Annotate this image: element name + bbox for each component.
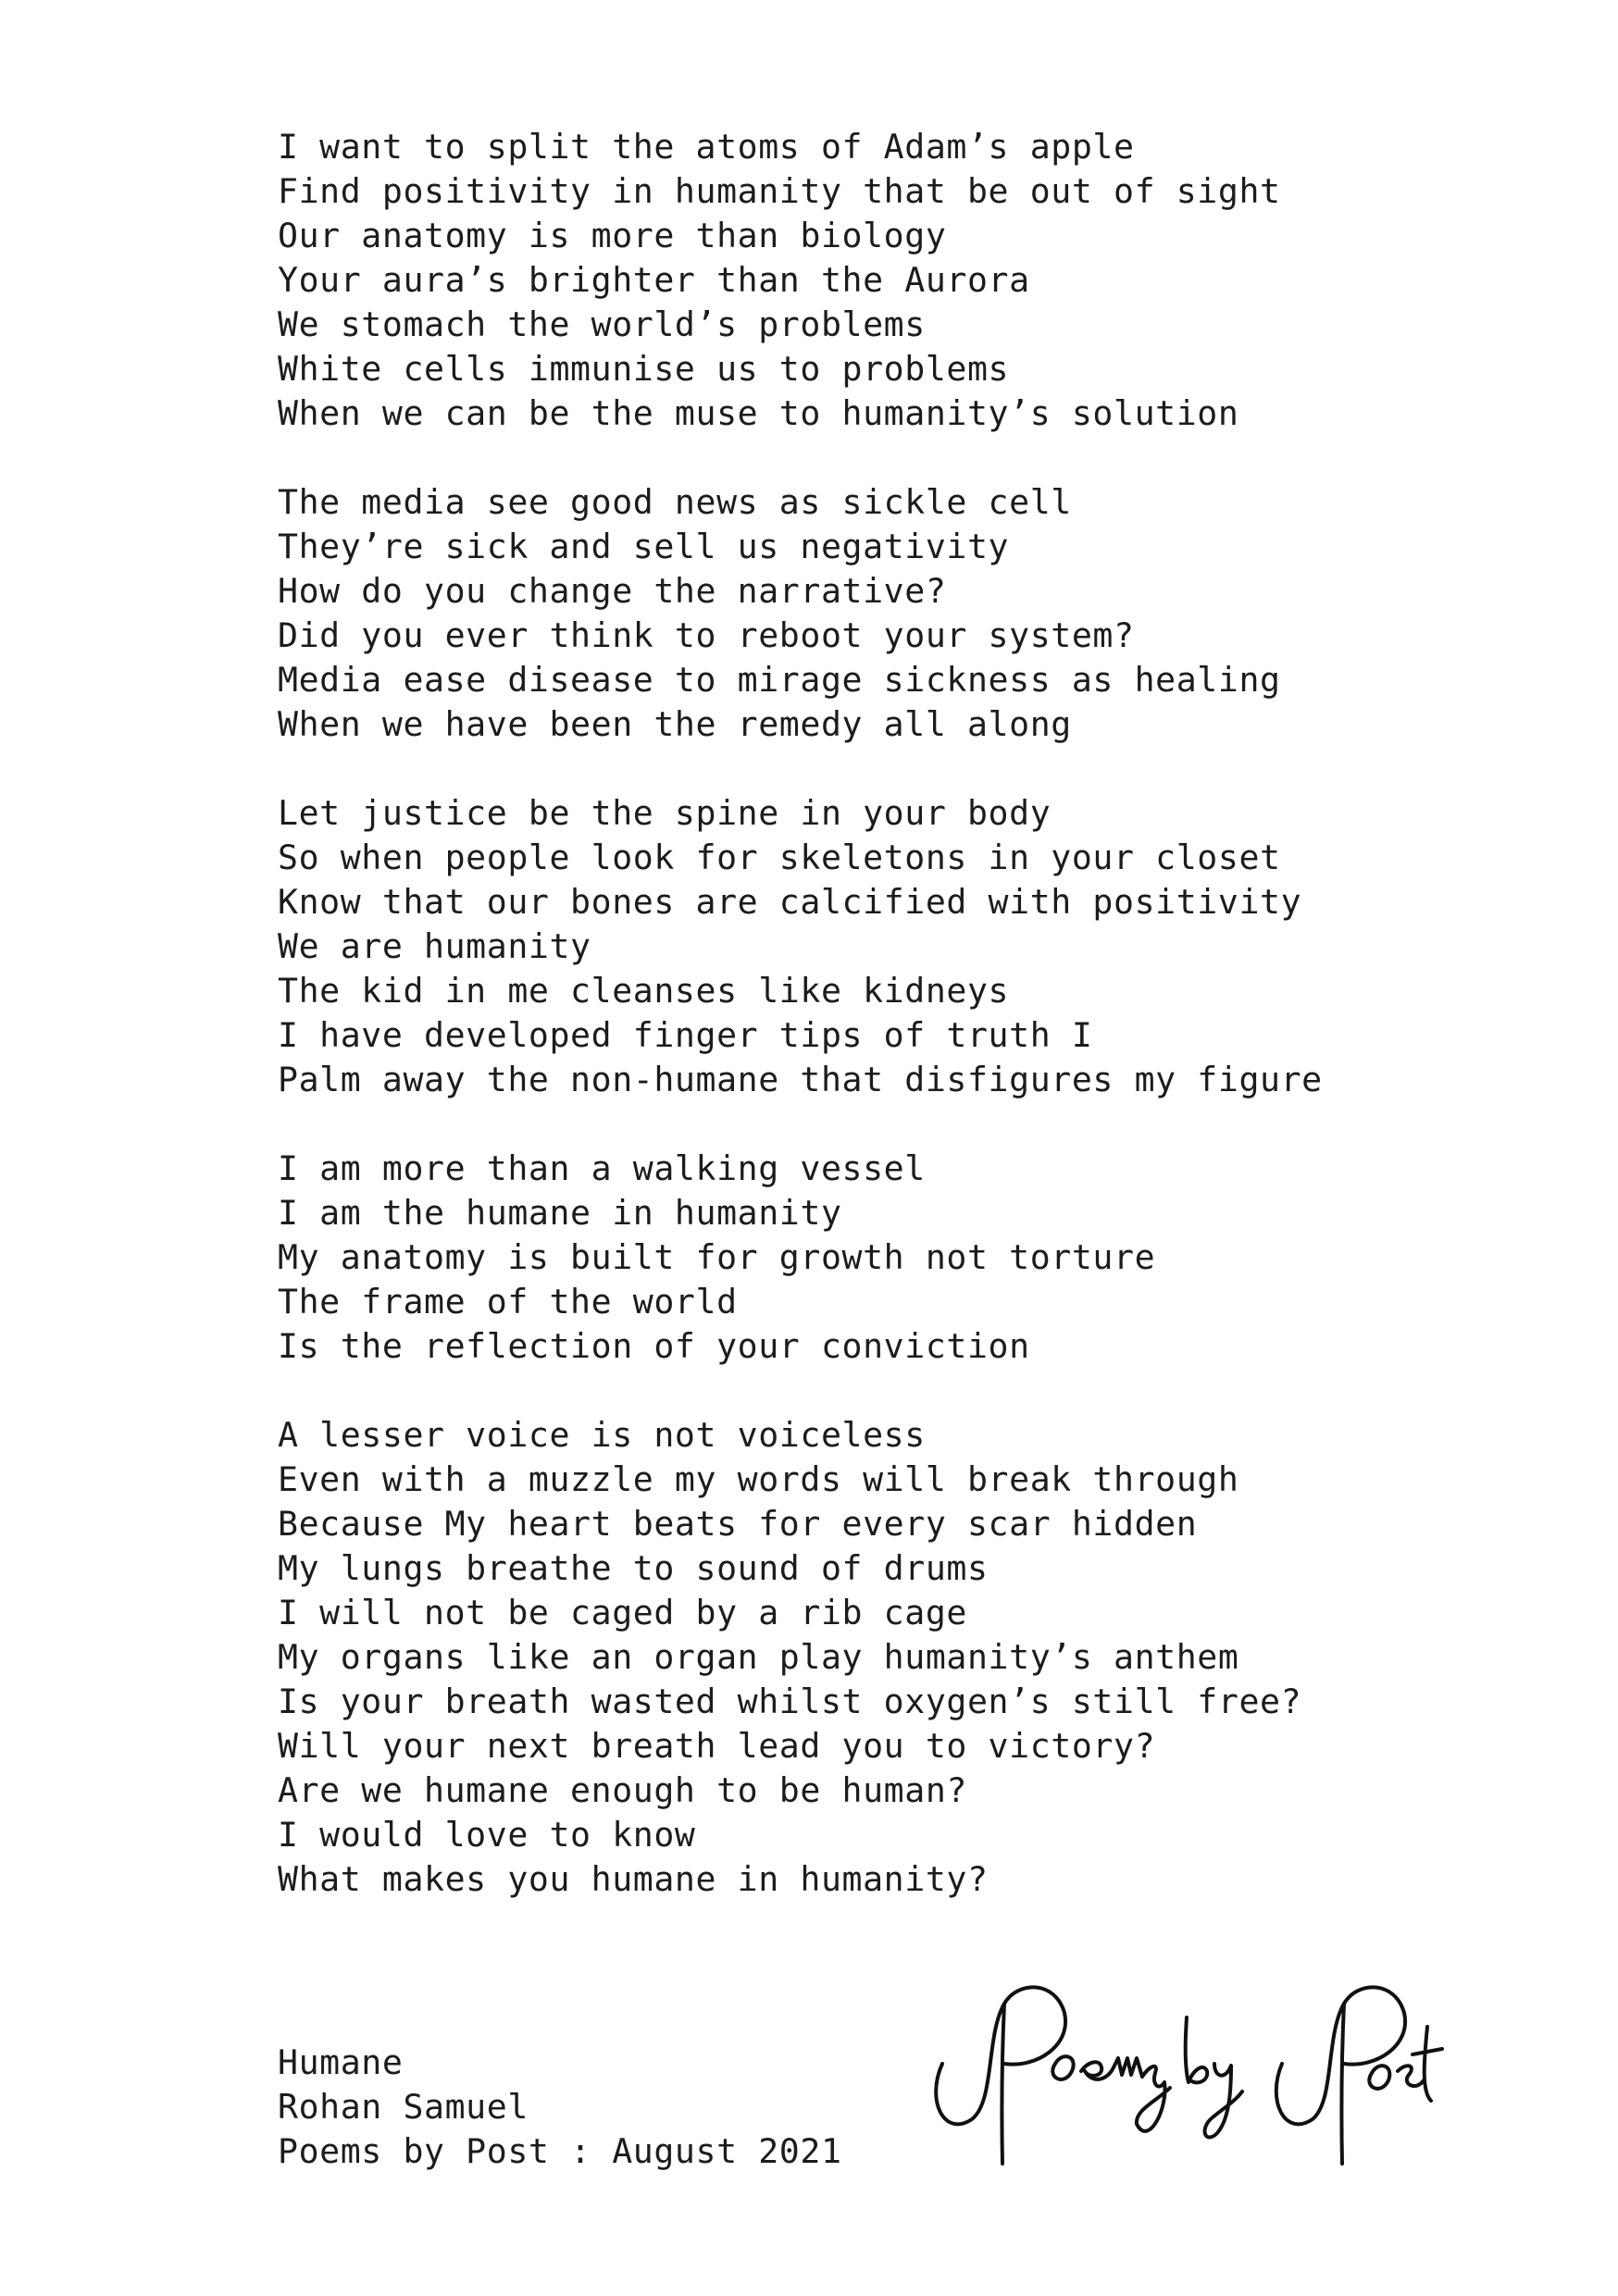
poem-line: I will not be caged by a rib cage xyxy=(278,1593,967,1632)
poem-line: Did you ever think to reboot your system? xyxy=(278,615,1135,655)
signature-icon xyxy=(916,1962,1444,2184)
poem-line: Is your breath wasted whilst oxygen’s still free? xyxy=(278,1682,1302,1721)
poem-line: When we can be the muse to humanity’s solution xyxy=(278,393,1239,433)
poem-line: Is the reflection of your conviction xyxy=(278,1326,1030,1366)
poems-by-post-signature-logo xyxy=(916,1962,1444,2184)
poem-line: Our anatomy is more than biology xyxy=(278,216,947,255)
poem-line: How do you change the narrative? xyxy=(278,571,947,611)
poem-line: My organs like an organ play humanity’s anthem xyxy=(278,1637,1239,1677)
poem-line: When we have been the remedy all along xyxy=(278,704,1072,744)
poem-line: Even with a muzzle my words will break through xyxy=(278,1459,1239,1499)
poem-line: Because My heart beats for every scar hidden xyxy=(278,1504,1198,1544)
poem-line: We are humanity xyxy=(278,926,591,966)
poem-line: The kid in me cleanses like kidneys xyxy=(278,971,1010,1011)
poem-line: My lungs breathe to sound of drums xyxy=(278,1548,989,1588)
poem-line: The frame of the world xyxy=(278,1282,738,1322)
poem-line: Are we humane enough to be human? xyxy=(278,1770,967,1810)
poem-line: I want to split the atoms of Adam’s apple xyxy=(278,127,1135,167)
poem-line: Find positivity in humanity that be out of sight xyxy=(278,171,1281,211)
poem-line: My anatomy is built for growth not torture xyxy=(278,1237,1156,1277)
colophon xyxy=(278,2041,842,2174)
poem-line: I am the humane in humanity xyxy=(278,1193,842,1233)
poem-line: I have developed finger tips of truth I xyxy=(278,1015,1093,1055)
poem-line: A lesser voice is not voiceless xyxy=(278,1415,926,1455)
poem-body xyxy=(278,125,1518,1902)
poem-line: What makes you humane in humanity? xyxy=(278,1859,989,1899)
poem-line: I am more than a walking vessel xyxy=(278,1148,926,1188)
poem-line: Palm away the non-humane that disfigures my figure xyxy=(278,1060,1323,1099)
stanza-3 xyxy=(278,791,1518,1102)
poem-line: Media ease disease to mirage sickness as healing xyxy=(278,660,1281,700)
poem-line: The media see good news as sickle cell xyxy=(278,482,1072,522)
poem-line: Will your next breath lead you to victory? xyxy=(278,1726,1156,1766)
poem-author: Rohan Samuel xyxy=(278,2087,529,2127)
poem-line: White cells immunise us to problems xyxy=(278,349,1010,389)
stanza-2 xyxy=(278,480,1518,747)
poem-line: They’re sick and sell us negativity xyxy=(278,527,1010,566)
poem-line: Know that our bones are calcified with positivity xyxy=(278,882,1302,922)
poem-line: Let justice be the spine in your body xyxy=(278,793,1052,833)
poem-title: Humane xyxy=(278,2042,404,2082)
publication-line: Poems by Post : August 2021 xyxy=(278,2131,842,2171)
poem-line: We stomach the world’s problems xyxy=(278,304,926,344)
stanza-5 xyxy=(278,1413,1518,1902)
poem-line: I would love to know xyxy=(278,1815,696,1855)
poem-line: So when people look for skeletons in your closet xyxy=(278,838,1281,877)
poem-line: Your aura’s brighter than the Aurora xyxy=(278,260,1030,300)
stanza-1 xyxy=(278,125,1518,436)
stanza-4 xyxy=(278,1147,1518,1369)
